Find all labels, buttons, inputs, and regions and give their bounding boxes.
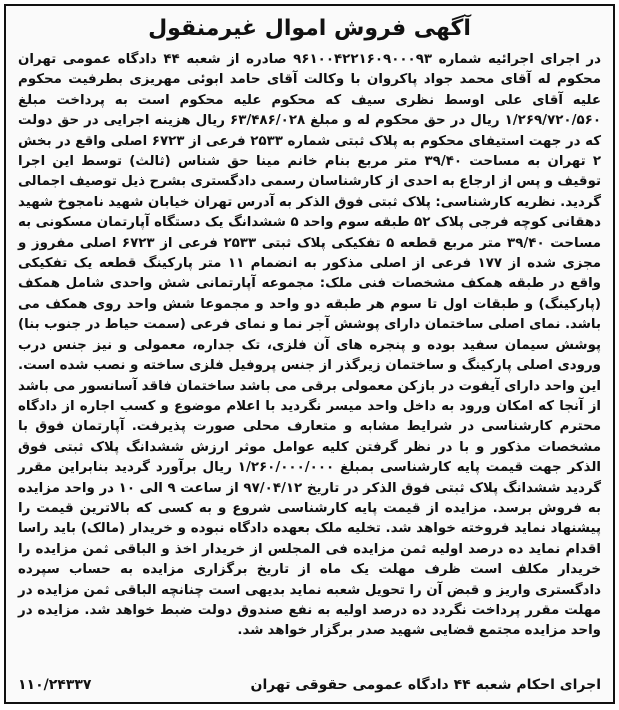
property-sale-notice [4, 4, 615, 704]
issuer-signature: اجرای احکام شعبه ۴۴ دادگاه عمومی حقوقی تهران [250, 677, 601, 693]
notice-title: آگهی فروش اموال غیرمنقول [148, 16, 471, 41]
reference-code: ۱۱۰/۲۴۳۳۷ [18, 677, 92, 693]
notice-body: در اجرای اجرائیه شماره ۹۶۱۰۰۴۲۲۱۶۰۹۰۰۰۹۳ صادره از شعبه ۴۴ دادگاه عمومی تهران محکوم له آقای محمد جواد پاکروان با وکالت آقای حامد ابوئی مهریزی بطرفیت محکوم علیه آقای علی اوسط نظری سیف که محکوم علیه محکوم است به پرداخت مبلغ ۱/۲۶۹/۷۲۰/۵۶۰ ریال در حق محکوم له و مبلغ ۶۳/۴۸۶/۰۲۸ ریال هزینه اجرایی در حق دولت که در جهت استیفای محکوم به پلاک ثبتی شماره ۲۵۳۳ فرعی از ۶۷۲۳ اصلی واقع در بخش ۲ تهران به مساحت ۳۹/۴۰ متر مربع بنام خانم مینا حق شناس (ثالث) توسط این اجرا توقیف و پس از ارجاع به احدی از کارشناسان رسمی دادگستری بشرح ذیل توصیف اجمالی گردید. نظریه کارشناسی: پلاک ثبتی فوق الذکر به آدرس تهران خیابان شهید نامجوخ شهید دهقانی کوچه فرجی پلاک ۵۲ طبقه سوم واحد ۵ ششدانگ یک دستگاه آپارتمان مسکونی به مساحت ۳۹/۴۰ متر مربع قطعه ۵ تفکیکی پلاک ثبتی ۲۵۳۳ فرعی از ۶۷۲۳ اصلی مفروز و مجزی شده از ۱۷۷ فرعی از اصلی مذکور به انضمام ۱۱ متر پارکینگ قطعه یک تفکیکی واقع در طبقه همکف مشخصات فنی ملک: مجموعه آپارتمانی شش واحدی شامل همکف (پارکینگ) و طبقات اول تا سوم هر طبقه دو واحد و مجموعا شش واحد روی همکف می باشد. نمای اصلی ساختمان دارای پوشش آجر نما و نمای فرعی (سمت حیاط در جنوب بنا) پوشش سیمان سفید بوده و پنجره های آن فلزی، تک جداره، معمولی و نیز جنس درب ورودی اصلی پارکینگ و ساختمان زیرگذر از جنس پروفیل فلزی ساخته و نصب شده است. این واحد دارای آیفوت در بازکن معمولی برقی می باشد ساختمان فاقد آسانسور می باشد از آنجا که امکان ورود به داخل واحد میسر نگردید با اعلام موضوع و کسب اجاره از دادگاه محترم کارشناسی در شرایط مشابه و متعارف محلی صورت پذیرفت. آپارتمان فوق با مشخصات مذکور و با در نظر گرفتن کلیه عوامل موثر ارزش ششدانگ پلاک ثبتی فوق الذکر جهت قیمت پایه کارشناسی بمبلغ ۱/۲۶۰/۰۰۰/۰۰۰ ریال برآورد گردید بنابراین مقرر گردید ششدانگ پلاک ثبتی فوق الذکر در تاریخ ۹۷/۰۴/۱۲ از ساعت ۹ الی ۱۰ در واحد مزایده به فروش برسد. مزایده از قیمت پایه کارشناسی شروع و به کسی که بالاترین قیمت را پیشنهاد نماید فروخته خواهد شد. تخلیه ملک بعهده دادگاه نبوده و خریدار (مالک) باید راسا اقدام نماید ده درصد اولیه ثمن مزایده فی المجلس از خریدار اخذ و الباقی ثمن مزایده را خریدار مکلف است ظرف مهلت یک ماه از تاریخ برگزاری مزایده به حساب سپرده دادگستری واریز و قبض آن را تحویل شعبه نماید بدیهی است چنانچه الباقی ثمن مزایده در مهلت مقرر پرداخت نگردد ده درصد اولیه به نفع صندوق دولت ضبط خواهد شد. مزایده در واحد مزایده مجتمع قضایی شهید صدر برگزار خواهد شد. [18, 52, 602, 639]
notice-footer [18, 674, 601, 696]
